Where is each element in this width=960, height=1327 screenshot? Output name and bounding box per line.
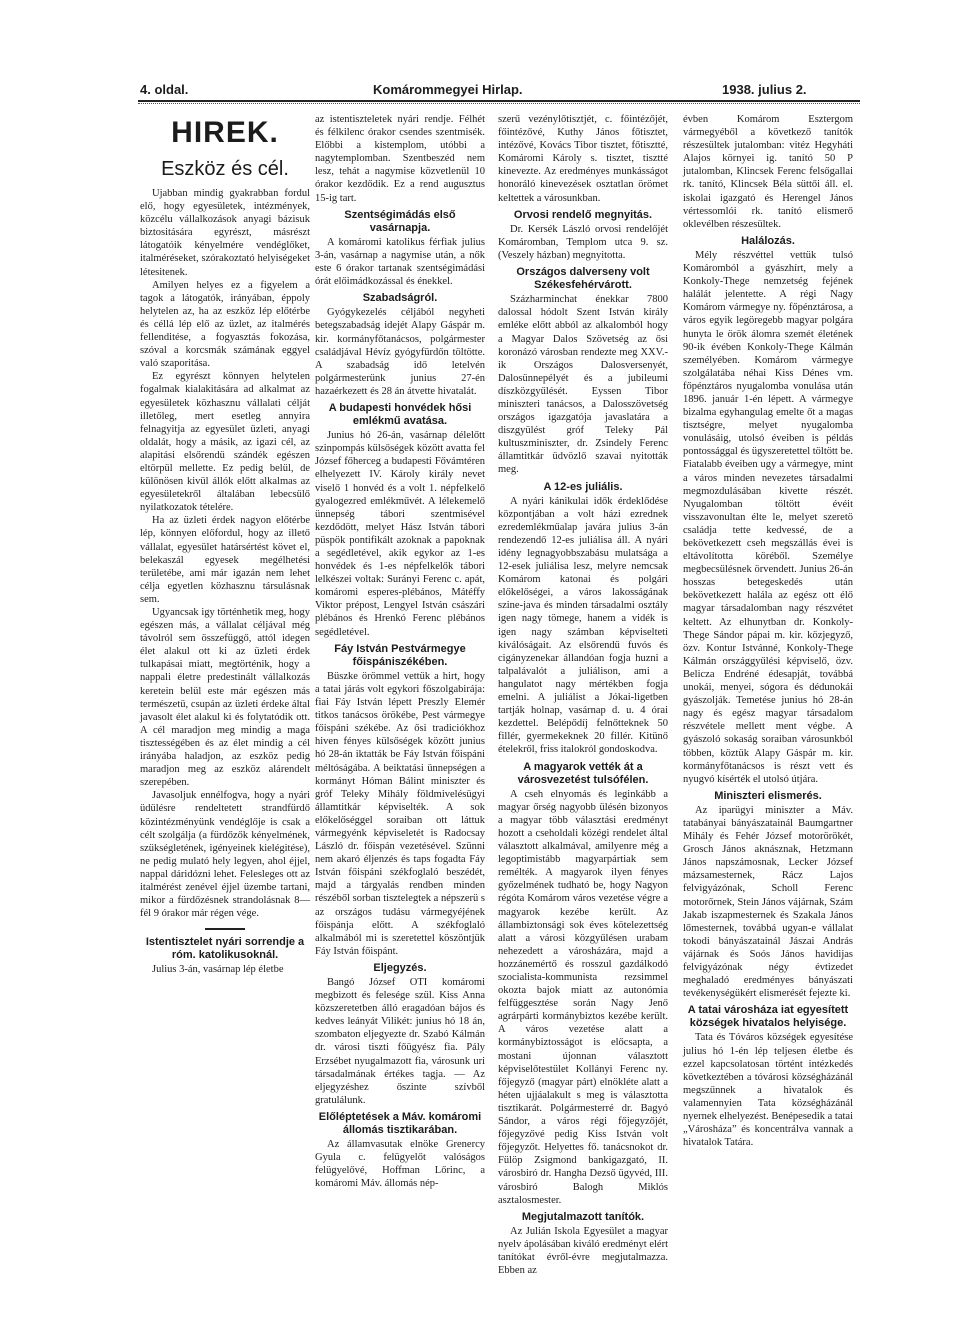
news-heading: A budapesti honvédek hősi emlékmű avatása. xyxy=(328,401,472,428)
news-heading: Halálozás. xyxy=(741,234,795,247)
article-paragraph: Javasoljuk ennélfogva, hogy a nyári üdülésre rendeltetett strandfürdő közintézményünk vendéglője is csak a célt szolgálja (a fürdőzők kényelmének, szükségletének, igényeinek kielégitése), ne pedig mulató hely legyen, ahol éjjel, nappal dáridózni lehet. Felesleges ott az italmérést zenével éjjel üzembe tartani, mikor a fürdőzésnek strandolásnak 8—fél 9 órakor már régen vége. xyxy=(140,790,310,920)
news-paragraph: Dr. Kersék László orvosi rendelőjét Komáromban, Templom utca 9. sz. (Veszely házban) megnyitotta. xyxy=(498,223,668,261)
news-heading: Istentisztelet nyári sorrendje a róm. katolikusoknál. xyxy=(145,936,305,962)
news-paragraph: Mély részvéttel vettük tulsó Komáromból a gyászhírt, mely a Konkoly-Thege nemzetség fejének halálát jelentette. A régi Nagy Komárom vármegye ny. főpénztárosa, a város egyik legöregebb magyar polgára hunyta le örök álomra szemét életének 90-ik évében Konkoly-Thege Kálmán személyében. Komárom vármegye szolgálatába néhai Kiss Dénes vm. főpénztáros nyugalomba vonulása után 1896. január 1-én lépett. A vármegye bizalma egyhangulag emelte őt a magas tisztségre, melyet nyugalomba vonulásáig, utolsó éveiben is példás pontossággal és ügyszeretettel töltött be. Fiatalabb éveiben ugy a vármegye, mint a város minden nevezetes társadalmi megmozdulásában kivette részét. Nyugalomban töltött évéit visszavonultan élte le, melyet szeretö családja tette kedvessé, de a bekövetkezett cseh megszállás évei is eltávolította köréből. Személye megbecsülésnek örvendett. Junius 26-án hosszas betegeskedés után bekövetkezett halála az egész ott élő magyar társadalomban nagy részvétet keltett. Az elhunytban dr. Konkoly-Thege Sándor pápai m. kir. közjegyző, özv. Kontur Istvánné, Konkoly-Thege Kálmán országgyűlési képviselő, özv. Belicza Endréné édesapját, továbbá unokái, menyei, sógora és dédunokái gyászolják. Temetése junius hó 28-án nagy és egész magyar társadalom részvétele mellett ment végbe. A gyászoló sokaság soraiban városunkból többen, köztük Alapy Gáspár m. kir. kormányfőtanácsos is részt vett és nyugvó kísérték el utolsó útjára. xyxy=(683,249,853,785)
masthead-rule xyxy=(138,100,860,102)
news-heading: A magyarok vették át a városvezetést tulsófélen. xyxy=(517,760,649,786)
news-paragraph: Az államvasutak elnöke Grenercy Gyula c. felügyelőt valóságos felügyelővé, Hoffman Lőrinc, a komáromi Máv. állomás nép- xyxy=(315,1139,485,1190)
news-heading: Fáy István Pestvármegye főispániszékében. xyxy=(334,642,466,668)
article-headline: Eszköz és cél. xyxy=(161,158,289,180)
news-paragraph: Tata és Tóváros községek egyesítése julius hó 1-én lép teljesen életbe és ezzel kapcsolatosan történt intézkedés következtében a tóvárosi községházánál megszűnnek a hivatalok és valamennyien Tata községházánál nyernek elhelyezést. Benépesedik a tatai „Városháza” és koncentrálva vannak a hivatalok Tatára. xyxy=(683,1032,853,1149)
news-heading: Előléptetések a Máv. komáromi állomás tisztikarában. xyxy=(318,1110,482,1137)
news-paragraph: Gyógykezelés céljából negyheti betegszabadság idejét Alapy Gáspár m. kir. kormányfőtanácsos, polgármester családjával Hévíz gyógyfürdőn töltötte. A szabadság idő letelvén polgármesterünk junius 27-én hazaérkezett és 28 án átvette hivatalát. xyxy=(315,307,485,397)
news-heading: Szentségimádás első vasárnapja. xyxy=(344,208,456,234)
news-paragraph: A nyári kánikulai idők érdeklődése központjában a volt házi ezrednek ezredemlékműalap javára julius 3-án rendezendő 12-es juliálisa áll. A nyári idény legnagyobbszabásu mulatsága a 12-esek juliálisa lesz, melyre nemcsak Komárom katonai és polgári előkelőségei, a város lakosságának szine-java és minden társadalmi osztály igen nagy tömege, hanem a vidék is igen nagy számban képviselteti kiválóságait. Az elsőrendü fuvós és cigányzenekar állandóan fogja huzni a talpalávalót a juliálison, ami a hangulatot nagy mértékben fogja emelni. A juliálist a Jókai-ligetben tartják holnap, vasárnap d. u. 4 órai kezdettel. Belépődíj felnőtteknek 50 fillér, gyermekeknek 20 fillér. Kitünő ételekről, friss italokról gondoskodva. xyxy=(498,495,668,756)
article-divider xyxy=(205,928,245,930)
masthead-rule-dotted xyxy=(138,103,860,104)
news-heading: Megjutalmazott tanítók. xyxy=(521,1210,645,1223)
news-paragraph: Büszke örömmel vettük a hirt, hogy a tatai járás volt egykori főszolgabirája: fiai Fáy István lépett Preszly Elemér titkos tanácsos örökébe, Pest vármegye főispáni székébe. Az ősi tradiciókhoz hiven fényes külsőségek között junius hó 28-án iktatták be Fáy István főispáni méltóságába. A beiktatási ünnepségen a kormányt Hóman Bálint miniszter és gróf Teleky Mihály földmivelésügyi államtitkár képviselték. A sok előkelőséggel soraiban ott láttuk vármegyénk képviseletét is Radocsay László dr. főispán vezetésével. Szünni nem akaró éljenzés és taps fogadta Fáy István főispáni székfoglaló beszédét, majd a tárgyalás rendben minden részéből sorban tisztelegtek a népszerü s az országos tudásu vármegyéjének főispánja előtt. A székfoglaló alkalmából mi is szeretettel köszöntjük Fáy István főispánt. xyxy=(315,670,485,957)
news-heading: A tatai városháza iat egyesített községek hivatalos helyisége. xyxy=(687,1004,849,1030)
column-1 xyxy=(140,113,310,1243)
page-number: 4. oldal. xyxy=(140,82,189,97)
news-paragraph: Az iparügyi miniszter a Máv. tatabányai bányászatainál Baumgartner Mihály és Fehér József motorörökét, Grosch János aknásznak, Hetzmann János napszámosnak, Lecker József mázsamesternek, Rácz Lajos felvigyázónak, Scholl Ferenc motorőrnek, Stein János vájárnak, Szám Jakab iszapmesternek és Szakala János lőmesternek, továbbá ugyan-e vállalat tokodi bányászatainál Jászai András vájárnak és Soós János havidijas felvigyázónak négy évtizedet meghaladó eredményes bányászati tevékenységükért elismerését fejezte ki. xyxy=(683,804,853,1000)
news-paragraph: Bangó József OTI komáromi megbizott és felesége szül. Kiss Anna közszeretetben álló eragadóan bájos és kedves leányát Vilikét: junius hó 18 án, szombaton eljegyezte dr. Szabó Kálmán dr. városi tiszti főügyész fia. Pály Erzsébet nyugalmazott fia, városunk uri társadalmának értékes tagja. — Az eljegyzéshez őszinte szívből gratulálunk. xyxy=(315,977,485,1106)
article-paragraph: Amilyen helyes ez a figyelem a tagok a látogatók, irányában, éppoly helytelen az, ha az eszköz lép előtérbe és céllá lép elő az üzlet, az italmérés fellenditése, a fogyasztás fokozása, szóval a korcsmák számának eggyel való szaporitása. xyxy=(140,279,310,370)
article-paragraph: Ujabban mindig gyakrabban fordul elő, hogy egyesületek, intézmények, közcélu vállalkozások anyagi bázisuk biztositására egyrészt, másrészt látogatóik kényelmére vendéglőket, italméréseket, szórakoztató helyiségeket létesitenek. xyxy=(140,188,310,278)
article-paragraph: Ez egyrészt könnyen helytelen fogalmak kialakitására ad alkalmat az egyesületek közhasznu vállalati célját illetőleg, mert esetleg annyira felnagyitja az egyesület üzleti, anyagi oldalát, hogy a másik, az igazi cél, az alapitási elsőrendü szándék egészen eltörpül mellette. Ez pedig belül, de különösen kivül állók előtt alkalmas az egyesületekről általában lebecsülő nyilatkozatok tételére. xyxy=(140,371,310,514)
news-heading: Miniszteri elismerés. xyxy=(714,789,822,802)
issue-date: 1938. julius 2. xyxy=(722,82,807,97)
section-title: HIREK. xyxy=(171,116,279,149)
news-heading: Szabadságról. xyxy=(362,292,438,305)
masthead xyxy=(140,78,860,100)
column-4 xyxy=(683,113,853,1243)
column-3 xyxy=(498,113,668,1277)
news-paragraph: Százharminchat énekkar 7800 dalossal hódolt Szent István király emléke előtt abból az alkalomból hogy a Magyar Dalos Szövetség az ősi koronázó városban rendezte meg XXV.-ik Országos Dalosversenyét, Dalosünnepélyét és a jubileumi díszközgyűlését. Eyssen Tibor miniszteri tanácsos, a Dalosszövetség országos igazgatója javaslatára a diszgyülést gróf Teleky Pál kultuszminiszter, dr. Zsindely Ferenc államtitkár üdvözlő szavai nyitották meg. xyxy=(498,294,668,476)
news-paragraph: szerű vezénylőtisztjét, c. főintézőjét, főintézővé, Kuthy János főtisztet, intézővé, Kovács Tibor tisztet, főtisztté, Komáromi Károly s. tisztet, tisztté kinevezte. Az eredményes munkásságot honoráló kinevezések osztatlan örömet keltettek a városunkban. xyxy=(498,114,668,204)
news-paragraph: A cseh elnyomás és leginkább a magyar őrség nagyobb ülésén bizonyos a magyar több választási eredményt hozott a cseholdali közégi rendelet által választott alkalmával, amilyenre még a legoptimistább magyarpártiak sem remélték. A magyarok ilyen fényes győzelmének tudható be, hogy Nagyon régóta Komárom város vezetése végre a magyarok kezébe került. Az állambiztonsági sok éves kötelezettség alatt a városi közgyűlésen urabam nehezedett a városházára, majd a hozzánemértő és rosszul gazdálkodó szocialista-kommunista rezsimmel okozta bajok miatt az autonómia felfüggesztése során Nagy Jenő agrárpárti kormánybiztos kezébe került. A város vezetése alatt a kormánybiztosságot is előcsapta, a mostani újonnan választott képviselőtestület Kollányi Ferenc ny. főjegyző (magyar párt) elnökléte alatt a héten ujjáalakult s meg is választotta tisztikarát. Polgármesterré dr. Bagyó Sándor, a város régi főjegyzőjét, főjegyzővé pedig Kiss István volt főjegyzőt. Helyettes fő. tanácsnokot dr. Fülöp Zsigmond bankigazgató, II. városbiró dr. Hangha Dezső ügyvéd, III. városbiró Balogh Miklós asztalosmester. xyxy=(498,788,668,1206)
news-paragraph: Julius 3-án, vasárnap lép életbe xyxy=(152,964,284,976)
newspaper-title: Komárommegyei Hirlap. xyxy=(373,82,523,97)
news-heading: Orvosi rendelő megnyitás. xyxy=(513,208,653,221)
article-paragraph: Ha az üzleti érdek nagyon előtérbe lép, könnyen előfordul, hogy az illető vállalat, egyesület határsértést követ el, belekaszál egyesek megélhetési területébe, ami már igazán nem lehet célja egyetlen közhasznu társulásnak sem. xyxy=(140,515,310,605)
news-paragraph: Az Julián Iskola Egyesület a magyar nyelv ápolásában kiváló eredményt elért tanítókat évről-évre megjutalmazza. Ebben az xyxy=(498,1225,668,1277)
news-heading: Eljegyzés. xyxy=(373,961,427,974)
news-paragraph: A komáromi katolikus férfiak julius 3-án, vasárnap a nagymise után, a nők este 6 órakor tartanak szentségimádási órát előimádkozással és énekkel. xyxy=(315,236,485,288)
news-heading: Országos dalverseny volt Székesfehérvárott. xyxy=(516,266,650,292)
news-paragraph: az istentiszteletek nyári rendje. Félhét és félkilenc órakor csendes szentmisék. Előbbi a kistemplom, utóbbi a nagytemplomban. Szentbeszéd nem lesz, tehát a nagymise közvetlenül 10 órakor kezdődik. Ez a rend augusztus 15-ig tart. xyxy=(315,114,485,204)
article-paragraph: Ugyancsak igy történhetik meg, hogy egészen más, a vállalat céljával még távolról sem összefüggő, attól idegen élet alakul ott ki az üzleti érdek tulkapásai miatt, megtörténik, hogy a nappali életre predestinált vállalkozás keretein belül este már egészen más természetü, csupán az üzleti érdeke által javasolt élet alakul ki és folytatódik ott. A cél maradjon meg mindig a maga tisztességében és az élet mindig a cél irányába haladjon, az eszköz pedig maradjon meg az eszköz alárendelt szerepében. xyxy=(140,607,310,789)
news-heading: A 12-es juliális. xyxy=(543,480,623,493)
news-paragraph: Junius hó 26-án, vasárnap délelőtt szinpompás külsőségek között avatta fel József főherceg a budapesti Fővámtéren elhelyezett IV. Károly király nevet viselő 1 honvéd és a volt 1. népfelkelő gyalogezred emlékművét. A lélekemelő ünnepség tábori szentmisével kezdődött, melyet Hász István tábori püspök pontifikált azoknak a papoknak a segédletével, akik egykor az 1-es honvédek és 1-es népfelkelők tábori lelkészei voltak: Surányi Ferenc c. apát, komáromi esperes-plébános, Mátéffy Viktor prépost, Lengyel István császári plébános és Hrenkó Ferenc plébános segédletével. xyxy=(315,430,485,638)
column-2 xyxy=(315,113,485,1243)
news-paragraph: évben Komárom Esztergom vármegyéből a következő tanítók részesültek jutalomban: vitéz Hegyháti Alajos környei ig. tanító 50 P jutalomban, Klincsek Ferenc felsőgallai rk. tanító, Klincsek Béla süttői áll. el. iskolai igazgató és Herengel János vértessomlói rk. tanító elismerő oklevélben részesültek. xyxy=(683,114,853,230)
